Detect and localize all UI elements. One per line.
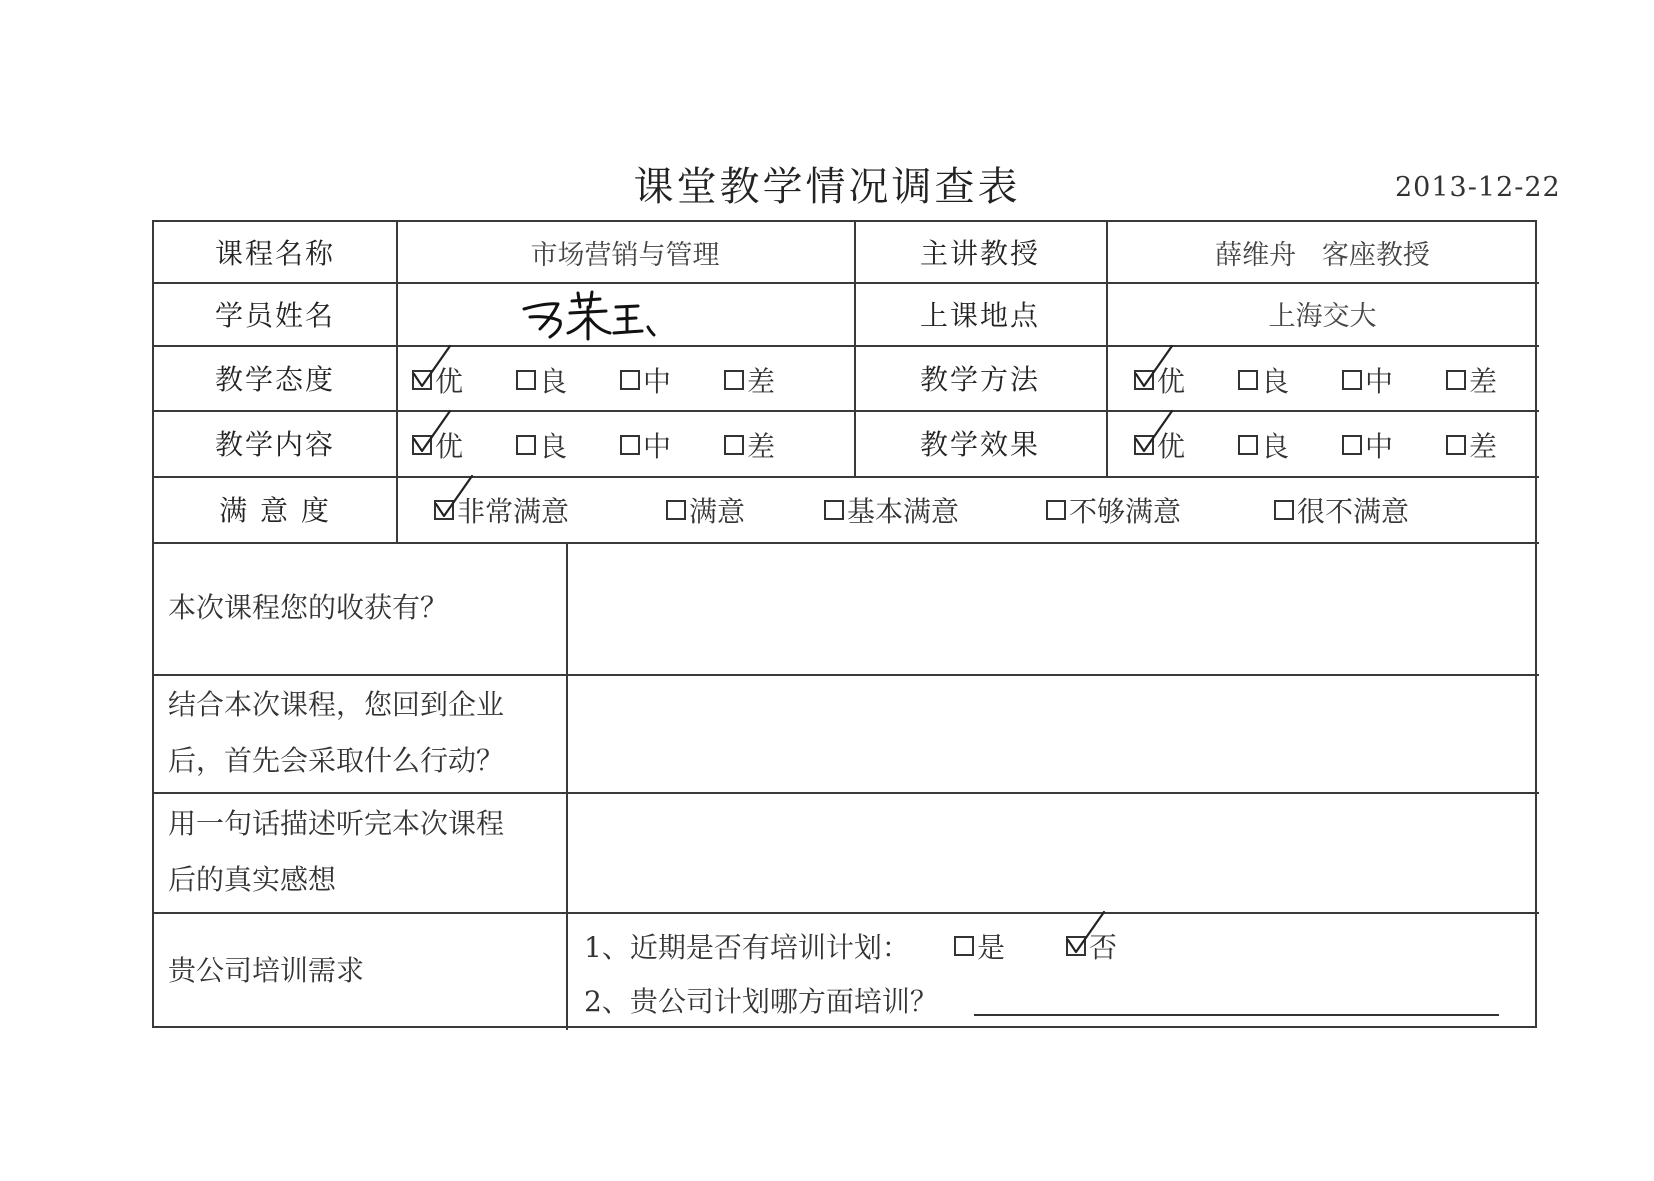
- checkbox-training-no[interactable]: [1066, 936, 1086, 956]
- rating-content-1[interactable]: [516, 425, 567, 465]
- rating-attitude-2[interactable]: [620, 360, 671, 400]
- training-option-no[interactable]: [1066, 926, 1117, 966]
- label-student-name: 学员姓名: [214, 298, 335, 332]
- rating-effect-3[interactable]: [1446, 425, 1497, 465]
- rating-method-3[interactable]: [1446, 360, 1497, 400]
- checkbox-training-yes[interactable]: [954, 936, 974, 956]
- training-q2-answer-line[interactable]: [974, 1014, 1499, 1016]
- answer-feeling[interactable]: [568, 794, 1539, 912]
- rating-attitude-1-label: 良: [539, 365, 568, 398]
- label-location: 上课地点: [919, 298, 1040, 332]
- question-gains: 本次课程您的收获有？: [168, 591, 449, 624]
- survey-date: 2013-12-22: [1395, 172, 1561, 203]
- answer-gains[interactable]: [568, 544, 1539, 674]
- question-training-cell: [154, 912, 566, 1030]
- question-feeling-line1: 用一句话描述听完本次课程: [168, 807, 505, 840]
- rating-content-3-label: 差: [747, 430, 776, 463]
- label-course-name: 课程名称: [214, 237, 335, 270]
- answer-action[interactable]: [568, 676, 1539, 792]
- rating-method-1-checkbox[interactable]: [1238, 370, 1258, 390]
- rating-effect-1-label: 良: [1261, 430, 1290, 463]
- satisfaction-option-0-label: 非常满意: [457, 495, 570, 528]
- satisfaction-option-1-checkbox[interactable]: [666, 500, 686, 520]
- rating-attitude-3[interactable]: [724, 360, 775, 400]
- rating-method-0-label: 优: [1157, 365, 1186, 398]
- survey-form: [152, 220, 1537, 1028]
- rating-method-0[interactable]: [1134, 360, 1185, 400]
- rating-method-1[interactable]: [1238, 360, 1289, 400]
- satisfaction-option-1-label: 满意: [689, 495, 746, 528]
- rating-effect-0-checkbox[interactable]: [1134, 435, 1154, 455]
- satisfaction-option-3[interactable]: [1046, 490, 1181, 530]
- satisfaction-option-2[interactable]: [824, 490, 959, 530]
- training-q1: [584, 926, 910, 966]
- rating-effect-3-label: 差: [1469, 430, 1498, 463]
- lecturer-value: 薛维舟 客座教授: [1215, 239, 1430, 271]
- training-option-yes[interactable]: [954, 926, 1005, 966]
- rating-effect-2[interactable]: [1342, 425, 1393, 465]
- question-action-line1: 结合本次课程，您回到企业: [168, 688, 505, 721]
- training-q1-text: 1、近期是否有培训计划：: [584, 931, 910, 964]
- rating-attitude-2-label: 中: [643, 365, 672, 398]
- rating-content-0-checkbox[interactable]: [412, 435, 432, 455]
- label-effect: 教学效果: [919, 428, 1040, 461]
- rating-content-0-label: 优: [435, 430, 464, 463]
- rating-effect-0-label: 优: [1157, 430, 1186, 463]
- rating-effect-2-checkbox[interactable]: [1342, 435, 1362, 455]
- label-method: 教学方法: [919, 362, 1040, 396]
- rating-method-1-label: 良: [1261, 365, 1290, 398]
- rating-effect-2-label: 中: [1365, 430, 1394, 463]
- rating-content-2-checkbox[interactable]: [620, 435, 640, 455]
- rating-content-1-checkbox[interactable]: [516, 435, 536, 455]
- training-no-label: 否: [1089, 931, 1118, 964]
- label-content: 教学内容: [214, 428, 335, 461]
- course-name-value: 市场营销与管理: [530, 239, 720, 271]
- satisfaction-option-2-label: 基本满意: [847, 495, 960, 528]
- rating-content-0[interactable]: [412, 425, 463, 465]
- label-satisfaction: 满 意 度: [219, 494, 331, 527]
- satisfaction-option-0-checkbox[interactable]: [434, 500, 454, 520]
- label-attitude: 教学态度: [214, 362, 335, 396]
- survey-title: 课堂教学情况调查表: [633, 164, 1021, 210]
- checkmark-icon: [410, 409, 454, 459]
- satisfaction-option-3-label: 不够满意: [1069, 495, 1182, 528]
- checkmark-icon: [432, 474, 476, 524]
- question-action-cell: [154, 674, 566, 792]
- rating-content-2[interactable]: [620, 425, 671, 465]
- question-training: 贵公司培训需求: [168, 954, 365, 987]
- rating-effect-3-checkbox[interactable]: [1446, 435, 1466, 455]
- rating-attitude-1[interactable]: [516, 360, 567, 400]
- checkmark-icon: [410, 344, 454, 394]
- rating-effect-1-checkbox[interactable]: [1238, 435, 1258, 455]
- rating-method-2-label: 中: [1365, 365, 1394, 398]
- rating-content-3-checkbox[interactable]: [724, 435, 744, 455]
- training-q2-text: 2、贵公司计划哪方面培训？: [584, 985, 938, 1018]
- rating-content-2-label: 中: [643, 430, 672, 463]
- rating-method-2[interactable]: [1342, 360, 1393, 400]
- satisfaction-option-4[interactable]: [1274, 490, 1409, 530]
- rating-method-3-checkbox[interactable]: [1446, 370, 1466, 390]
- rating-method-0-checkbox[interactable]: [1134, 370, 1154, 390]
- rating-effect-1[interactable]: [1238, 425, 1289, 465]
- rating-effect-0[interactable]: [1134, 425, 1185, 465]
- satisfaction-option-4-label: 很不满意: [1297, 495, 1410, 528]
- rating-method-3-label: 差: [1469, 365, 1498, 398]
- rating-content-1-label: 良: [539, 430, 568, 463]
- training-q2: [584, 980, 938, 1020]
- rating-attitude-1-checkbox[interactable]: [516, 370, 536, 390]
- label-lecturer: 主讲教授: [919, 237, 1040, 270]
- location-value: 上海交大: [1268, 301, 1377, 332]
- rating-method-2-checkbox[interactable]: [1342, 370, 1362, 390]
- question-feeling-cell: [154, 792, 566, 912]
- training-yes-label: 是: [977, 931, 1006, 964]
- question-feeling-line2: 后的真实感想: [168, 863, 337, 896]
- rating-attitude-2-checkbox[interactable]: [620, 370, 640, 390]
- rating-attitude-0-checkbox[interactable]: [412, 370, 432, 390]
- satisfaction-option-4-checkbox[interactable]: [1274, 500, 1294, 520]
- checkmark-icon: [1132, 409, 1176, 459]
- satisfaction-option-0[interactable]: [434, 490, 569, 530]
- satisfaction-option-3-checkbox[interactable]: [1046, 500, 1066, 520]
- question-gains-cell: [154, 542, 566, 674]
- rating-attitude-3-label: 差: [747, 365, 776, 398]
- satisfaction-option-1[interactable]: [666, 490, 745, 530]
- rating-attitude-0[interactable]: [412, 360, 463, 400]
- checkmark-icon: [1132, 344, 1176, 394]
- satisfaction-option-2-checkbox[interactable]: [824, 500, 844, 520]
- rating-attitude-0-label: 优: [435, 365, 464, 398]
- rating-attitude-3-checkbox[interactable]: [724, 370, 744, 390]
- question-action-line2: 后，首先会采取什么行动？: [168, 744, 505, 777]
- checkmark-icon: [1064, 910, 1108, 960]
- rating-content-3[interactable]: [724, 425, 775, 465]
